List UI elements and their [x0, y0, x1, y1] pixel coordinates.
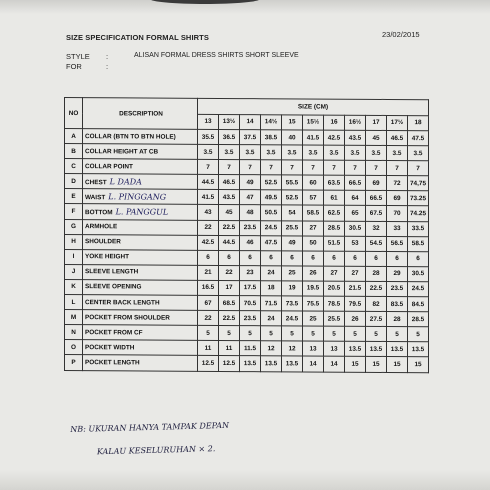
measurement-cell: 47.5 [261, 235, 282, 250]
measurement-cell: 15 [387, 357, 408, 372]
row-description: SLEEVE OPENING [85, 283, 142, 291]
size-column-header: 15½ [303, 114, 324, 130]
row-letter: A [65, 129, 83, 144]
measurement-cell: 26 [303, 266, 324, 281]
measurement-cell: 46.5 [387, 130, 408, 145]
measurement-cell: 12 [282, 341, 303, 356]
measurement-cell: 23 [240, 265, 261, 280]
measurement-cell: 5 [387, 327, 408, 342]
measurement-cell: 17 [219, 280, 240, 295]
measurement-cell: 62.5 [324, 206, 345, 221]
size-column-header: 16 [324, 115, 345, 131]
measurement-cell: 64 [345, 191, 366, 206]
measurement-cell: 40 [282, 130, 303, 145]
measurement-cell: 21.5 [345, 281, 366, 296]
measurement-cell: 7 [366, 161, 387, 176]
size-column-header: 14 [240, 114, 261, 130]
measurement-cell: 5 [198, 326, 219, 341]
handwritten-notes [70, 414, 230, 464]
measurement-cell: 25.5 [282, 220, 303, 235]
measurement-cell: 44.5 [198, 175, 219, 190]
measurement-cell: 6 [282, 251, 303, 266]
row-description-cell [83, 159, 198, 175]
measurement-cell: 11 [198, 341, 219, 356]
measurement-cell: 24.5 [408, 282, 429, 297]
row-letter: M [65, 310, 83, 325]
measurement-cell: 51.5 [324, 236, 345, 251]
measurement-cell: 17.5 [240, 281, 261, 296]
measurement-cell: 11 [219, 341, 240, 356]
document-title: SIZE SPECIFICATION FORMAL SHIRTS [66, 33, 209, 42]
row-description-cell [83, 355, 198, 371]
measurement-cell: 13.5 [261, 356, 282, 371]
measurement-cell: 28 [366, 266, 387, 281]
measurement-cell: 15 [345, 357, 366, 372]
measurement-cell: 5 [366, 327, 387, 342]
size-column-header: 15 [282, 114, 303, 130]
table-row [65, 355, 429, 372]
size-column-header: 14½ [261, 114, 282, 130]
document-date: 23/02/2015 [382, 30, 420, 39]
measurement-cell: 19 [282, 281, 303, 296]
measurement-cell: 79.5 [345, 296, 366, 311]
size-column-header: 18 [408, 115, 429, 131]
measurement-cell: 7 [387, 161, 408, 176]
measurement-cell: 61 [324, 190, 345, 205]
measurement-cell: 13.5 [366, 342, 387, 357]
measurement-cell: 14 [303, 356, 324, 371]
measurement-cell: 66.5 [366, 191, 387, 206]
measurement-cell: 35.5 [198, 129, 219, 144]
measurement-cell: 27 [324, 266, 345, 281]
measurement-cell: 3.5 [408, 146, 429, 161]
measurement-cell: 41.5 [303, 130, 324, 145]
size-column-header: 13½ [219, 114, 240, 130]
measurement-cell: 13 [324, 341, 345, 356]
row-letter: N [65, 325, 83, 340]
measurement-cell: 7 [282, 160, 303, 175]
measurement-cell: 18 [261, 281, 282, 296]
measurement-cell: 13.5 [408, 342, 429, 357]
measurement-cell: 36.5 [219, 129, 240, 144]
measurement-cell: 74,75 [408, 176, 429, 191]
measurement-cell: 42.5 [324, 130, 345, 145]
measurement-cell: 50.5 [261, 205, 282, 220]
measurement-cell: 22.5 [219, 220, 240, 235]
row-description: YOKE HEIGHT [85, 253, 130, 261]
row-description: COLLAR POINT [85, 162, 133, 171]
measurement-cell: 29 [387, 266, 408, 281]
measurement-cell: 52.5 [261, 175, 282, 190]
measurement-cell: 25.5 [324, 311, 345, 326]
measurement-cell: 23.5 [240, 311, 261, 326]
size-column-header: 17½ [387, 115, 408, 131]
measurement-cell: 52.5 [282, 190, 303, 205]
measurement-cell: 13 [303, 341, 324, 356]
row-letter: O [65, 340, 83, 355]
measurement-cell: 22 [198, 220, 219, 235]
measurement-cell: 42.5 [198, 235, 219, 250]
measurement-cell: 3.5 [324, 145, 345, 160]
style-label: STYLE [66, 52, 90, 61]
row-description-cell [83, 325, 198, 341]
measurement-cell: 41.5 [198, 190, 219, 205]
row-letter: H [65, 234, 83, 249]
measurement-cell: 43.5 [345, 130, 366, 145]
measurement-cell: 69 [366, 176, 387, 191]
measurement-cell: 27 [303, 221, 324, 236]
measurement-cell: 82 [366, 296, 387, 311]
for-colon: : [106, 62, 109, 71]
measurement-cell: 65 [345, 206, 366, 221]
measurement-cell: 21 [198, 265, 219, 280]
measurement-cell: 63.5 [324, 175, 345, 190]
row-letter: K [65, 279, 83, 294]
measurement-cell: 7 [240, 160, 261, 175]
row-description-cell [83, 189, 198, 205]
measurement-cell: 38.5 [261, 130, 282, 145]
measurement-cell: 67 [198, 295, 219, 310]
measurement-cell: 45 [366, 130, 387, 145]
measurement-cell: 23.5 [387, 281, 408, 296]
measurement-cell: 49.5 [261, 190, 282, 205]
measurement-cell: 6 [219, 250, 240, 265]
measurement-cell: 33 [387, 221, 408, 236]
measurement-cell: 7 [408, 161, 429, 176]
measurement-cell: 15 [366, 357, 387, 372]
row-description: SLEEVE LENGTH [85, 268, 139, 276]
measurement-cell: 12.5 [198, 356, 219, 371]
row-description-cell [83, 295, 198, 311]
measurement-cell: 73.25 [408, 191, 429, 206]
row-letter: D [65, 174, 83, 189]
measurement-cell: 46.5 [219, 175, 240, 190]
measurement-cell: 13.5 [240, 356, 261, 371]
measurement-cell: 57 [303, 190, 324, 205]
measurement-cell: 3.5 [219, 145, 240, 160]
measurement-cell: 70 [387, 206, 408, 221]
measurement-cell: 5 [219, 326, 240, 341]
measurement-cell: 78.5 [324, 296, 345, 311]
row-description: CENTER BACK LENGTH [85, 298, 160, 307]
measurement-cell: 24 [261, 311, 282, 326]
size-spec-table [64, 97, 429, 373]
measurement-cell: 20.5 [324, 281, 345, 296]
measurement-cell: 60 [303, 175, 324, 190]
measurement-cell: 5 [240, 326, 261, 341]
measurement-cell: 22 [198, 310, 219, 325]
size-column-header: 16½ [345, 115, 366, 131]
measurement-cell: 37.5 [240, 130, 261, 145]
row-description: POCKET LENGTH [85, 359, 140, 367]
row-description: CHEST [85, 178, 107, 187]
measurement-cell: 73.5 [282, 296, 303, 311]
measurement-cell: 28 [387, 312, 408, 327]
row-letter: L [65, 295, 83, 310]
measurement-cell: 47.5 [408, 131, 429, 146]
note-line-1: NB: UKURAN HANYA TAMPAK DEPAN [70, 420, 230, 434]
measurement-cell: 16.5 [198, 280, 219, 295]
measurement-cell: 26 [345, 311, 366, 326]
row-letter: B [65, 144, 83, 159]
row-description-cell [83, 144, 198, 160]
measurement-cell: 25 [282, 266, 303, 281]
meta-block [66, 52, 126, 72]
measurement-cell: 3.5 [261, 145, 282, 160]
measurement-cell: 5 [303, 326, 324, 341]
measurement-cell: 5 [324, 326, 345, 341]
size-header: SIZE (CM) [198, 98, 429, 115]
measurement-cell: 46 [240, 235, 261, 250]
measurement-cell: 24.5 [282, 311, 303, 326]
for-label: FOR [66, 62, 82, 71]
measurement-cell: 53 [345, 236, 366, 251]
measurement-cell: 6 [345, 251, 366, 266]
row-description: BOTTOM [85, 209, 113, 217]
measurement-cell: 12 [261, 341, 282, 356]
row-description-cell [83, 264, 198, 280]
row-letter: I [65, 249, 83, 264]
row-description: ARMHOLE [85, 223, 118, 231]
measurement-cell: 58.5 [303, 205, 324, 220]
row-description-cell [83, 249, 198, 265]
row-description-cell [83, 280, 198, 296]
measurement-cell: 22 [219, 265, 240, 280]
row-letter: G [65, 219, 83, 234]
measurement-cell: 47 [240, 190, 261, 205]
row-description: COLLAR HEIGHT AT CB [85, 147, 159, 156]
row-description-cell [83, 174, 198, 190]
measurement-cell: 12.5 [219, 356, 240, 371]
row-description-cell [83, 234, 198, 250]
measurement-cell: 6 [366, 251, 387, 266]
measurement-cell: 32 [366, 221, 387, 236]
measurement-cell: 19.5 [303, 281, 324, 296]
measurement-cell: 7 [198, 160, 219, 175]
row-letter: F [65, 204, 83, 219]
measurement-cell: 70.5 [240, 296, 261, 311]
measurement-cell: 14 [324, 356, 345, 371]
measurement-cell: 13.5 [387, 342, 408, 357]
measurement-cell: 7 [324, 160, 345, 175]
measurement-cell: 56.5 [387, 236, 408, 251]
measurement-cell: 7 [261, 160, 282, 175]
row-description: COLLAR (BTN TO BTN HOLE) [85, 132, 176, 141]
measurement-cell: 3.5 [303, 145, 324, 160]
header-row [65, 98, 429, 116]
measurement-cell: 24.5 [261, 220, 282, 235]
handwritten-annotation: L. PINGGANG [108, 192, 167, 202]
row-letter: P [65, 355, 83, 370]
measurement-cell: 66.5 [345, 175, 366, 190]
row-letter: J [65, 264, 83, 279]
measurement-cell: 74.25 [408, 206, 429, 221]
measurement-cell: 24 [261, 266, 282, 281]
description-header: DESCRIPTION [83, 98, 198, 130]
row-description-cell [83, 310, 198, 326]
measurement-cell: 28.5 [408, 312, 429, 327]
measurement-cell: 3.5 [240, 145, 261, 160]
measurement-cell: 27.5 [366, 311, 387, 326]
measurement-cell: 3.5 [345, 145, 366, 160]
measurement-cell: 5 [408, 327, 429, 342]
row-description-cell [83, 219, 198, 235]
row-description-cell [83, 204, 198, 220]
size-column-header: 17 [366, 115, 387, 131]
measurement-cell: 22.5 [219, 311, 240, 326]
row-letter: E [65, 189, 83, 204]
measurement-cell: 6 [261, 250, 282, 265]
measurement-cell: 7 [345, 160, 366, 175]
measurement-cell: 71.5 [261, 296, 282, 311]
measurement-cell: 49 [240, 175, 261, 190]
row-description: POCKET FROM SHOULDER [85, 313, 170, 322]
measurement-cell: 7 [303, 160, 324, 175]
measurement-cell: 72 [387, 176, 408, 191]
measurement-cell: 3.5 [198, 144, 219, 159]
note-line-2: KALAU KESELURUHAN × 2. [96, 444, 216, 457]
measurement-cell: 3.5 [366, 145, 387, 160]
measurement-cell: 5 [282, 326, 303, 341]
measurement-cell: 6 [303, 251, 324, 266]
no-header: NO [65, 98, 83, 129]
measurement-cell: 28.5 [324, 221, 345, 236]
measurement-cell: 68.5 [219, 295, 240, 310]
style-value: ALISAN FORMAL DRESS SHIRTS SHORT SLEEVE [134, 52, 299, 59]
row-description: SHOULDER [85, 238, 121, 246]
measurement-cell: 54.5 [366, 236, 387, 251]
measurement-cell: 75.5 [303, 296, 324, 311]
measurement-cell: 5 [261, 326, 282, 341]
measurement-cell: 48 [240, 205, 261, 220]
measurement-cell: 6 [324, 251, 345, 266]
measurement-cell: 43.5 [219, 190, 240, 205]
handwritten-annotation: L DADA [109, 177, 142, 187]
measurement-cell: 3.5 [387, 146, 408, 161]
measurement-cell: 54 [282, 205, 303, 220]
measurement-cell: 22.5 [366, 281, 387, 296]
row-description: WAIST [85, 194, 106, 202]
measurement-cell: 11.5 [240, 341, 261, 356]
row-description: POCKET WIDTH [85, 343, 135, 352]
handwritten-annotation: L. PANGGUL [115, 207, 169, 217]
row-description-cell [83, 340, 198, 356]
measurement-cell: 50 [303, 236, 324, 251]
bottom-shade [0, 470, 490, 490]
measurement-cell: 45 [219, 205, 240, 220]
measurement-cell: 27 [345, 266, 366, 281]
measurement-cell: 23.5 [240, 220, 261, 235]
measurement-cell: 83.5 [387, 297, 408, 312]
measurement-cell: 7 [219, 160, 240, 175]
measurement-cell: 6 [387, 251, 408, 266]
measurement-cell: 30.5 [345, 221, 366, 236]
measurement-cell: 6 [198, 250, 219, 265]
measurement-cell: 13.5 [345, 342, 366, 357]
measurement-cell: 15 [408, 357, 429, 372]
measurement-cell: 6 [408, 251, 429, 266]
row-letter: C [65, 159, 83, 174]
measurement-cell: 55.5 [282, 175, 303, 190]
row-description-cell [83, 129, 198, 145]
measurement-cell: 33.5 [408, 221, 429, 236]
measurement-cell: 13.5 [282, 356, 303, 371]
measurement-cell: 44.5 [219, 235, 240, 250]
measurement-cell: 30.5 [408, 266, 429, 281]
measurement-cell: 84.5 [408, 297, 429, 312]
measurement-cell: 58.5 [408, 236, 429, 251]
measurement-cell: 6 [240, 250, 261, 265]
measurement-cell: 5 [345, 326, 366, 341]
measurement-cell: 25 [303, 311, 324, 326]
measurement-cell: 49 [282, 235, 303, 250]
style-colon: : [106, 52, 109, 61]
measurement-cell: 67.5 [366, 206, 387, 221]
measurement-cell: 69 [387, 191, 408, 206]
row-description: POCKET FROM CF [85, 328, 143, 337]
measurement-cell: 43 [198, 205, 219, 220]
size-column-header: 13 [198, 114, 219, 130]
measurement-cell: 3.5 [282, 145, 303, 160]
